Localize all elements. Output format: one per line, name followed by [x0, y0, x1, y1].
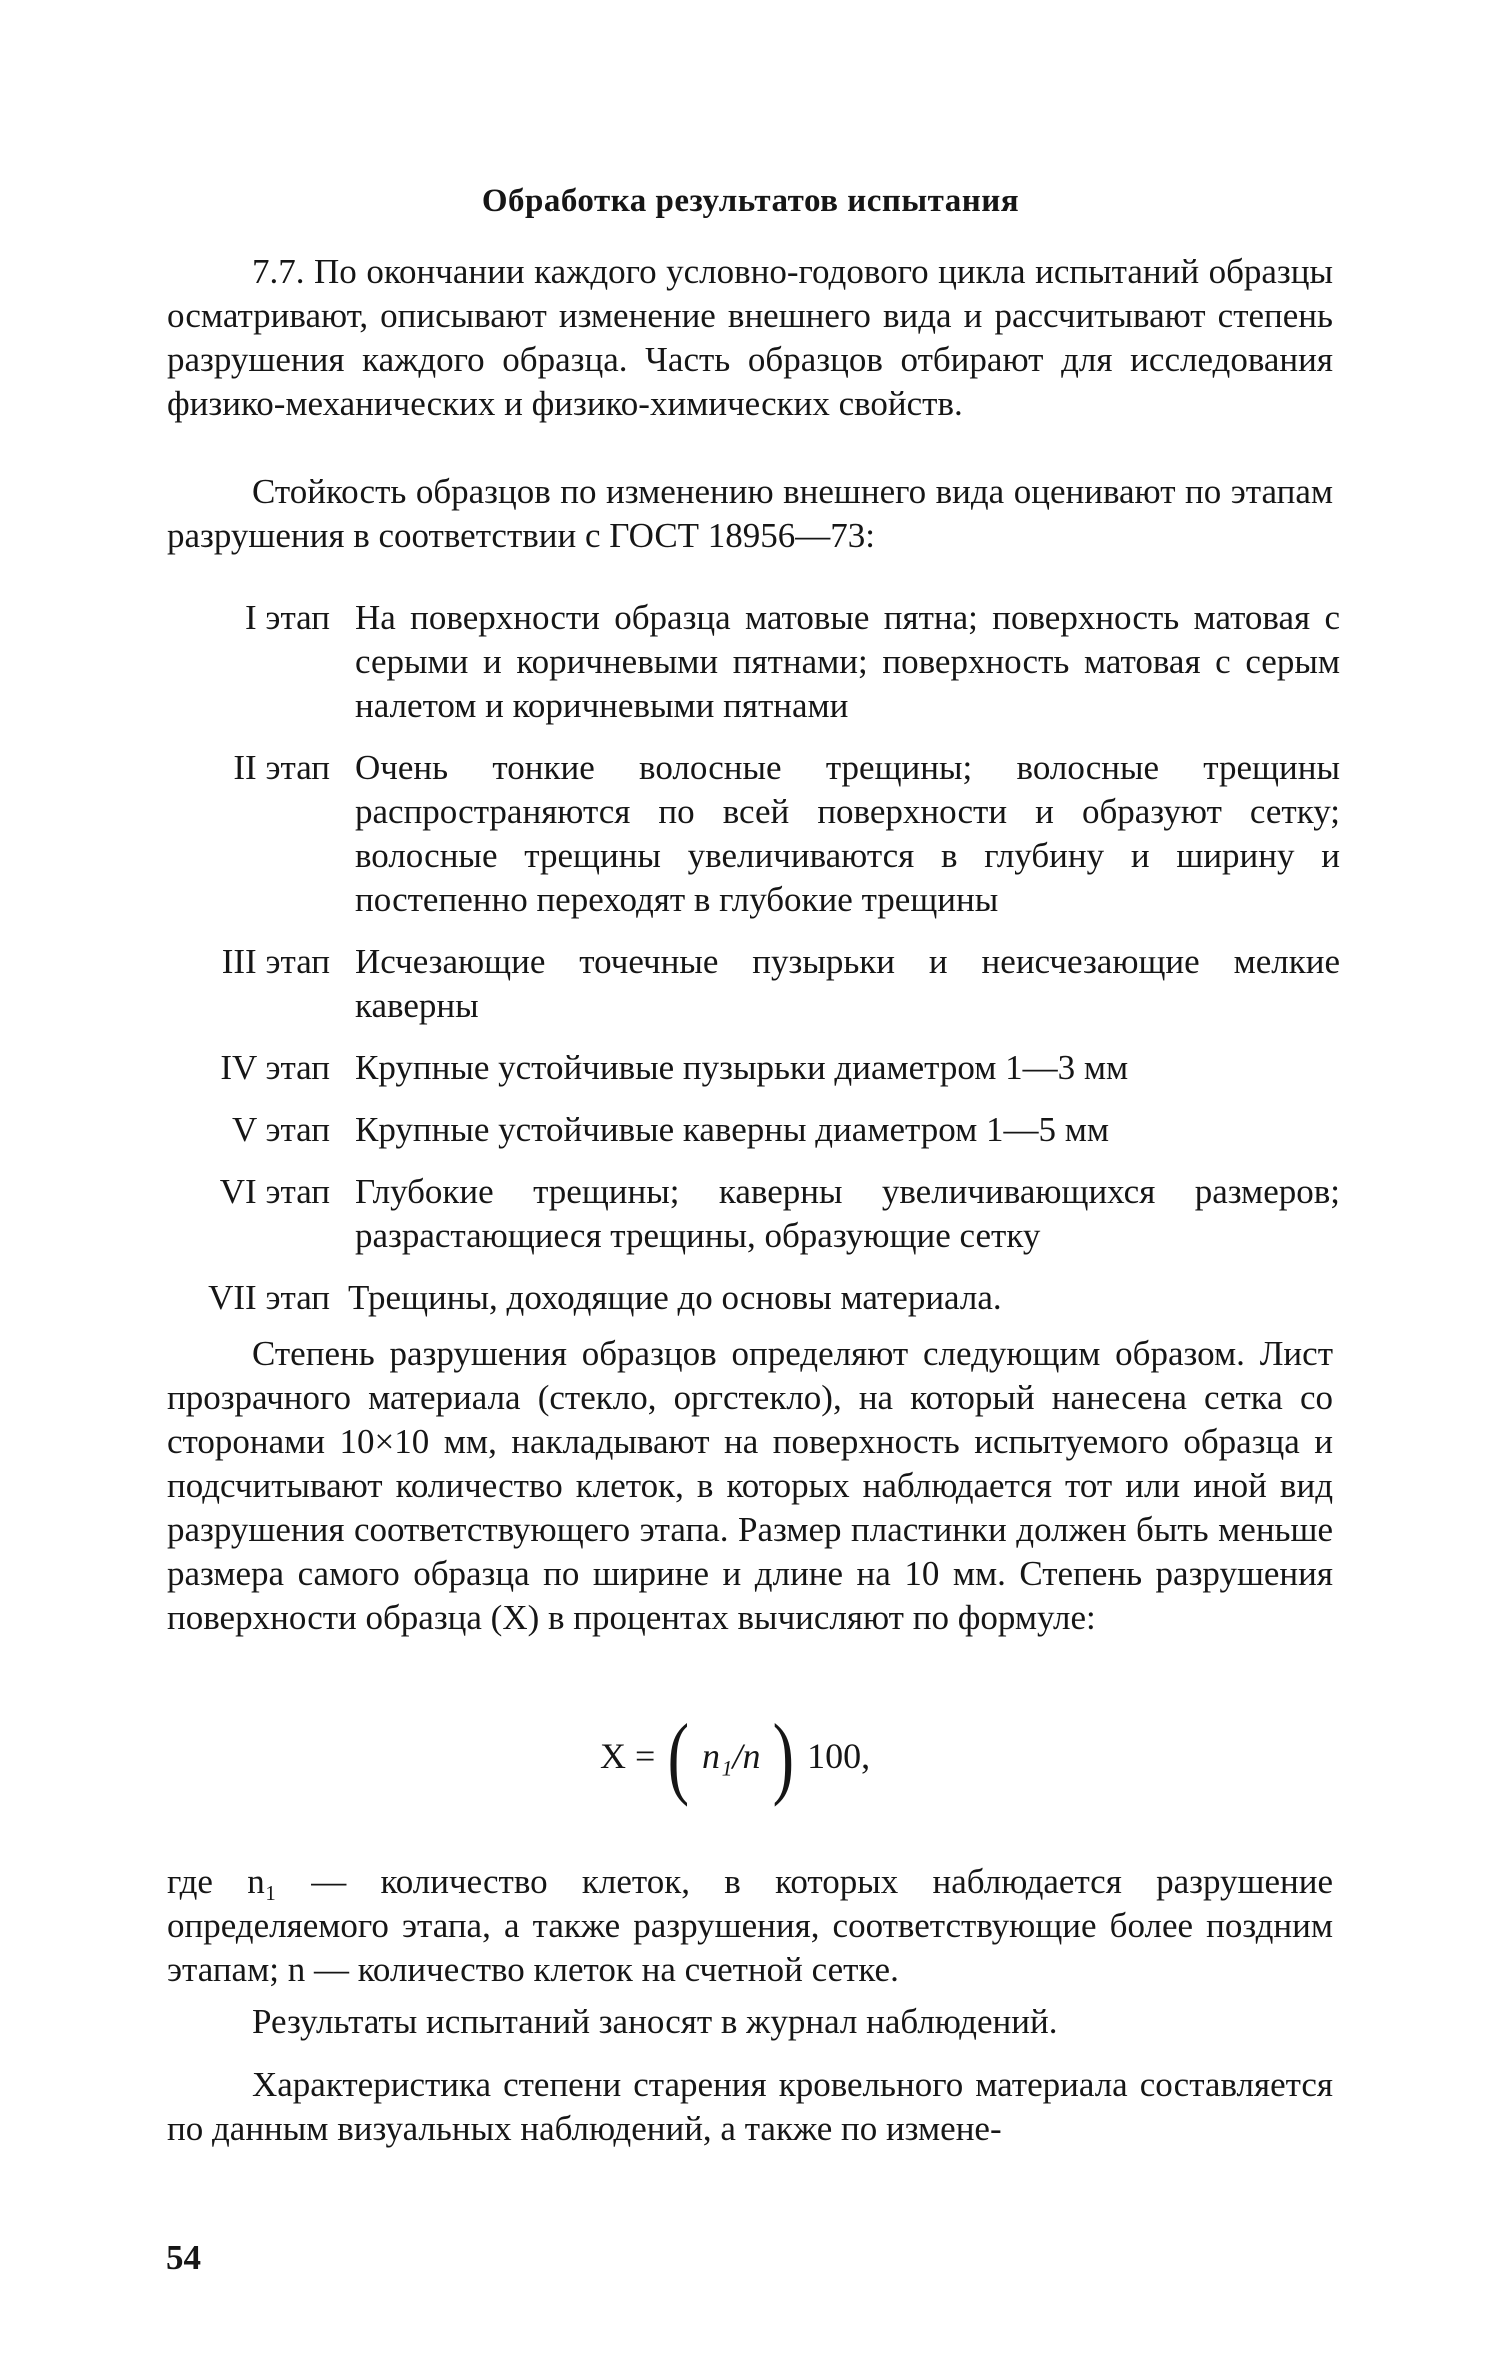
formula-fraction: n₁/n: [701, 1736, 761, 1776]
paragraph-7-7: 7.7. По окончании каждого условно-годового цикла испытаний образцы осматривают, описывают изменение внешнего вида и рассчитывают степень разрушения каждого образца. Часть образцов отбирают для исследования физико-механических и физико-химических свойств.: [167, 252, 1333, 423]
stage-label: III этап: [221, 942, 330, 981]
stage-label: I этап: [245, 598, 330, 637]
stage-item: [160, 1276, 1340, 1320]
stage-description: Крупные устойчивые пузырьки диаметром 1—3 мм: [355, 1048, 1129, 1087]
paragraph-results: Результаты испытаний заносят в журнал наблюдений.: [252, 2002, 1058, 2041]
stage-description: Очень тонкие волосные трещины; волосные трещины распространяются по всей поверхности и образуют сетку; волосные трещины увеличиваются в глубину и ширину и постепенно переходят в глубокие трещины: [355, 748, 1340, 919]
stage-item: [160, 596, 1340, 728]
stage-description: Исчезающие точечные пузырьки и неисчезающие мелкие каверны: [355, 942, 1340, 1025]
stage-item: [160, 1170, 1340, 1258]
formula-factor: 100,: [807, 1736, 871, 1776]
paragraph-stages-intro: Стойкость образцов по изменению внешнего вида оценивают по этапам разрушения в соответствии с ГОСТ 18956—73:: [167, 472, 1333, 555]
stage-label: VII этап: [208, 1278, 330, 1317]
section-heading: Обработка результатов испытания: [481, 183, 1020, 219]
formula-left-paren: (: [667, 1705, 690, 1807]
stage-description: Глубокие трещины; каверны увеличивающихся размеров; разрастающиеся трещины, образующие сетку: [355, 1172, 1340, 1255]
formula-right-paren: ): [773, 1705, 795, 1807]
stage-item: [160, 1108, 1340, 1152]
paragraph-where: где n₁ — количество клеток, в которых наблюдается разрушение определяемого этапа, а также разрушения, соответствующие более поздним этапам; n — количество клеток на счетной сетке.: [167, 1862, 1333, 1989]
stages-list: [160, 596, 1340, 1320]
stage-description: Крупные устойчивые каверны диаметром 1—5 мм: [355, 1110, 1110, 1149]
formula-lhs: X =: [600, 1736, 656, 1776]
stage-item: [160, 746, 1340, 922]
stage-item: [160, 1046, 1340, 1090]
stage-description: Трещины, доходящие до основы материала.: [348, 1278, 1002, 1317]
stage-label: IV этап: [220, 1048, 330, 1087]
paragraph-characteristic: Характеристика степени старения кровельного материала составляется по данным визуальных наблюдений, а также по измене-: [167, 2065, 1333, 2148]
stage-item: [160, 940, 1340, 1028]
stage-label: V этап: [232, 1110, 330, 1149]
stage-label: II этап: [233, 748, 330, 787]
paragraph-method: Степень разрушения образцов определяют следующим образом. Лист прозрачного материала (стекло, оргстекло), на который нанесена сетка со сторонами 10×10 мм, накладывают на поверхность испытуемого образца и подсчитывают количество клеток, в которых наблюдается тот или иной вид разрушения соответствующего этапа. Размер пластинки должен быть меньше размера самого образца по ширине и длине на 10 мм. Степень разрушения поверхности образца (X) в процентах вычисляют по формуле:: [167, 1334, 1333, 1637]
page-number: 54: [166, 2238, 201, 2277]
stage-label: VI этап: [219, 1172, 330, 1211]
stage-description: На поверхности образца матовые пятна; поверхность матовая с серыми и коричневыми пятнами; поверхность матовая с серым налетом и коричневыми пятнами: [355, 598, 1340, 725]
formula: [600, 1705, 871, 1807]
